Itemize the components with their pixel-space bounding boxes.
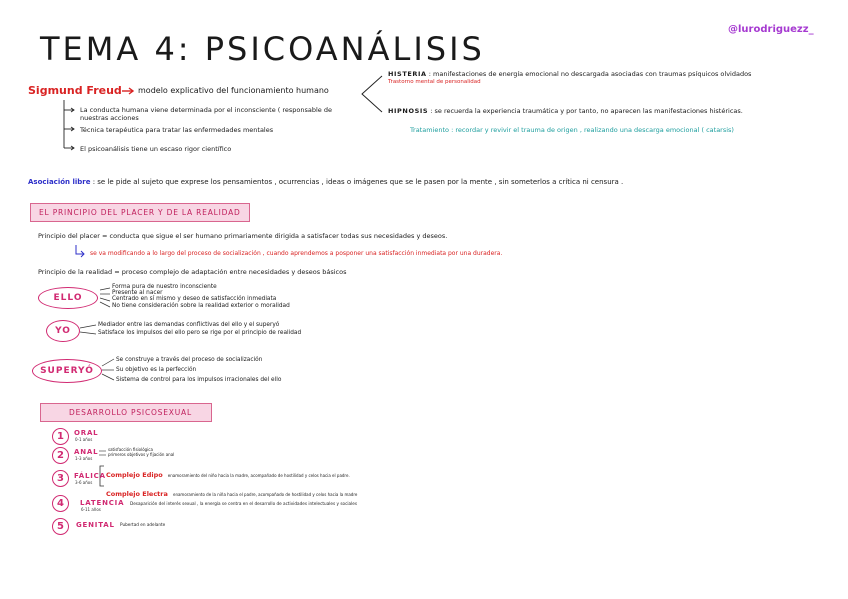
histeria-text: : manifestaciones de energía emocional no descargada asociadas con traumas psíquicos olvidados <box>428 70 752 78</box>
author-handle: @lurodriguezz_ <box>728 24 814 35</box>
stage-age: 3-6 años <box>75 480 93 485</box>
realidad-line <box>38 268 346 276</box>
yo-item: Satisface los impulsos del ello pero se rige por el principio de realidad <box>98 329 302 336</box>
stage-name: GENITAL <box>76 521 115 529</box>
superyo-items <box>116 355 281 385</box>
principio-heading: EL PRINCIPIO DEL PLACER Y DE LA REALIDAD <box>39 208 241 217</box>
freud-point-2: Técnica terapéutica para tratar las enfermedades mentales <box>80 126 274 134</box>
desarrollo-heading-box <box>40 403 212 422</box>
page-title: TEMA 4: PSICOANÁLISIS <box>40 30 485 68</box>
ello-item: No tiene consideración sobre la realidad exterior o moralidad <box>112 302 290 309</box>
edipo-label: Complejo Edipo <box>106 471 163 479</box>
electra-label: Complejo Electra <box>106 490 168 498</box>
yo-label: YO <box>55 326 71 336</box>
ello-label: ELLO <box>53 293 83 303</box>
histeria-label: HISTERIA <box>388 70 427 78</box>
histeria-line <box>388 70 751 78</box>
asociacion-line <box>28 178 623 186</box>
histeria-sub: Trastorno mental de personalidad <box>388 79 481 85</box>
stage-age: 1-3 años <box>75 456 93 461</box>
yo-items <box>98 322 301 337</box>
freud-model: modelo explicativo del funcionamiento humano <box>138 86 329 95</box>
stage-age: 6-11 años <box>81 507 101 512</box>
hipnosis-line <box>388 107 743 115</box>
placer-label: Principio del placer <box>38 232 100 240</box>
edipo-line <box>106 462 350 481</box>
hipnosis-text: : se recuerda la experiencia traumática y por tanto, no aparecen las manifestaciones histéricas. <box>430 107 743 115</box>
superyo-oval <box>32 359 102 383</box>
asociacion-text: : se le pide al sujeto que exprese los pensamientos , ocurrencias , ideas o imágenes que se le pasen por la mente , sin someterlos a crítica ni censura . <box>92 178 624 186</box>
latencia-text: Desaparición del interés sexual , la energía se centra en el desarrollo de actividades intelectuales y sociales <box>130 501 358 506</box>
tratamiento-text: : recordar y revivir el trauma de origen , realizando una descarga emocional ( catarsis) <box>451 126 734 134</box>
superyo-item: Se construye a través del proceso de socialización <box>116 357 263 363</box>
ello-item: Forma pura de nuestro inconsciente <box>112 284 217 290</box>
stage-name: LATENCIA <box>80 499 125 507</box>
ello-item: Centrado en sí mismo y deseo de satisfacción inmediata <box>112 296 277 303</box>
realidad-label: Principio de la realidad <box>38 268 113 276</box>
stage-number: 2 <box>52 447 69 464</box>
stage-number: 3 <box>52 470 69 487</box>
tratamiento-line <box>410 126 734 134</box>
realidad-text: = proceso complejo de adaptación entre necesidades y deseos básicos <box>114 268 347 276</box>
freud-point-3: El psicoanálisis tiene un escaso rigor científico <box>80 145 232 153</box>
yo-item: Mediador entre las demandas conflictivas del ello y el superyó <box>98 322 280 328</box>
genital-text: Pubertad en adelante <box>120 522 166 527</box>
freud-name: Sigmund Freud <box>28 84 122 97</box>
stage-name: ORAL <box>74 429 99 437</box>
ello-oval <box>38 287 98 309</box>
anal-items <box>108 448 174 457</box>
yo-oval <box>46 320 80 342</box>
stage-number: 1 <box>52 428 69 445</box>
desarrollo-heading: DESARROLLO PSICOSEXUAL <box>69 408 192 417</box>
asociacion-label: Asociación libre <box>28 178 91 186</box>
hipnosis-label: HIPNOSIS <box>388 107 429 115</box>
stage-number: 5 <box>52 518 69 535</box>
electra-text: enamoramiento de la niña hacia el padre, acompañado de hostilidad y celos hacia la madre <box>172 492 358 497</box>
stage-name: FÁLICA <box>74 472 106 480</box>
placer-sub: se va modificando a lo largo del proceso de socialización , cuando aprendemos a posponer una satisfacción inmediata por una duradera. <box>90 250 503 257</box>
edipo-text: enamoramiento del niño hacia la madre, acompañado de hostilidad y celos hacia el padre. <box>167 473 350 478</box>
stage-age: 0-1 años <box>75 437 93 442</box>
principio-heading-box <box>30 203 250 222</box>
superyo-label: SUPERYÓ <box>40 366 94 376</box>
electra-line <box>106 481 357 500</box>
tratamiento-label: Tratamiento <box>410 126 449 134</box>
stage-name: ANAL <box>74 448 99 456</box>
ello-item: Presente al nacer <box>112 290 163 297</box>
superyo-item: Su objetivo es la perfección <box>116 367 197 373</box>
stage-number: 4 <box>52 495 69 512</box>
freud-point-1b: nuestras acciones <box>80 114 139 122</box>
freud-point-1: La conducta humana viene determinada por el inconsciente ( responsable de <box>80 106 333 114</box>
placer-text: = conducta que sigue el ser humano primariamente dirigida a satisfacer todas sus necesidades y deseos. <box>102 232 448 240</box>
anal-item: satisfacción fisiológica <box>108 447 153 452</box>
superyo-item: Sistema de control para los impulsos irracionales del ello <box>116 377 282 383</box>
ello-items <box>112 284 290 309</box>
anal-item: primeros objetivos y fijación anal <box>108 451 175 457</box>
placer-line <box>38 232 447 240</box>
